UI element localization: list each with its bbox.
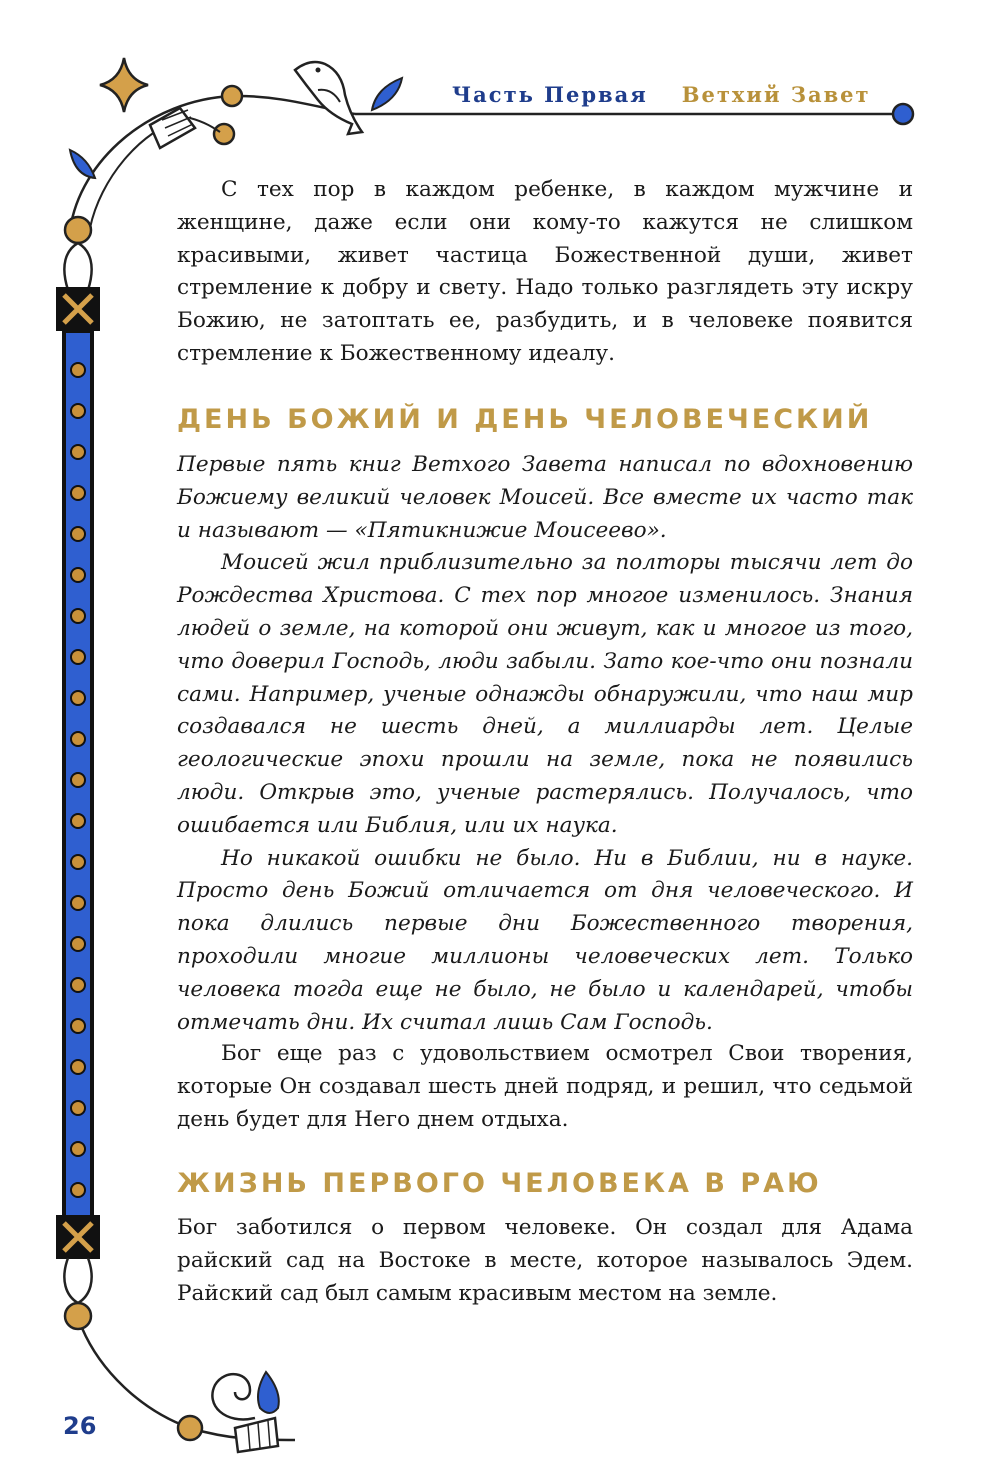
column-dot (71, 1142, 85, 1156)
section1-text (177, 449, 913, 1039)
column-dot (71, 445, 85, 459)
section1-closing-text (177, 1038, 913, 1136)
column-dot (71, 527, 85, 541)
column-dot (71, 773, 85, 787)
header-rule-end-dot (893, 104, 913, 124)
comb-motif (150, 108, 195, 148)
section2-text (177, 1212, 913, 1310)
section-heading-life-in-paradise: ЖИЗНЬ ПЕРВОГО ЧЕЛОВЕКА В РАЮ (177, 1168, 822, 1199)
column-dot (71, 363, 85, 377)
column-dot (71, 1019, 85, 1033)
column-dot (71, 814, 85, 828)
column-dot (71, 896, 85, 910)
column-dot (71, 937, 85, 951)
star-icon (100, 58, 148, 112)
section1-paragraph: Моисей жил приблизительно за полторы тысячи лет до Рождества Христова. С тех пор многое изменилось. Знания людей о земле, на которой они живут, как и многое из того, что доверил Господь, люди забыли. Зато кое-что они познали сами. Например, ученые однажды обнаружили, что наш мир создавался не шесть дней, а миллиарды лет. Целые геологические эпохи прошли на земле, пока не появились люди. Открыв это, ученые растерялись. Получалось, что ошибается или Библия, или их наука. (177, 550, 913, 838)
drop-icon (258, 1372, 279, 1413)
section1-paragraph: Но никакой ошибки не было. Ни в Библии, ни в науке. Просто день Божий отличается от дня человеческого. И пока длились первые дни Божественного творения, проходили многие миллионы человеческих лет. Только человека тогда еще не было, не было и календарей, чтобы отмечать дни. Их считал лишь Сам Господь. (177, 845, 913, 1035)
swirl-ornament (212, 1374, 255, 1419)
column-dot (71, 568, 85, 582)
column-dot (71, 691, 85, 705)
vine-stem (190, 118, 220, 132)
intro-text (177, 174, 913, 371)
running-head (452, 82, 871, 107)
column-dot (71, 1101, 85, 1115)
running-head-part: Часть Первая (452, 82, 648, 107)
vine-berry (178, 1416, 202, 1440)
column-dot (71, 978, 85, 992)
column-dot (71, 732, 85, 746)
page-number: 26 (63, 1412, 97, 1440)
vine-berry (222, 86, 242, 106)
leaf-icon (70, 150, 95, 178)
section2-paragraph: Бог заботился о первом человеке. Он создал для Адама райский сад на Востоке в месте, которое называлось Эдем. Райский сад был самым красивым местом на земле. (177, 1215, 913, 1306)
comb-motif (235, 1418, 278, 1452)
section-heading-day-of-god: ДЕНЬ БОЖИЙ И ДЕНЬ ЧЕЛОВЕЧЕСКИЙ (177, 404, 873, 435)
column-dot (71, 609, 85, 623)
column-dots (71, 363, 85, 1197)
column-dot (71, 650, 85, 664)
vine-berry (65, 217, 91, 243)
column-dot (71, 855, 85, 869)
column-dot (71, 404, 85, 418)
running-head-testament: Ветхий Завет (681, 82, 871, 107)
column-dot (71, 1183, 85, 1197)
loop-ornament (64, 1258, 91, 1303)
column-dot (71, 1060, 85, 1074)
column-dot (71, 486, 85, 500)
loop-ornament (64, 243, 91, 290)
bird-icon (295, 62, 362, 134)
section1-paragraph: Первые пять книг Ветхого Завета написал по вдохновению Божиему великий человек Моисей. Все вместе их часто так и называют — «Пятикнижие Моисеево». (177, 452, 913, 543)
intro-paragraph: С тех пор в каждом ребенке, в каждом мужчине и женщине, даже если они кому-то кажутся не слишком красивыми, живет частица Божественной души, живет стремление к добру и свету. Надо только разглядеть эту искру Божию, не затоптать ее, разбудить, и в человеке появится стремление к Божественному идеалу. (177, 177, 913, 366)
leaf-icon (372, 78, 402, 110)
vine-berry (65, 1303, 91, 1329)
vine-berry (214, 124, 234, 144)
section1-closing-paragraph: Бог еще раз с удовольствием осмотрел Свои творения, которые Он создавал шесть дней подряд, и решил, что седьмой день будет для Него днем отдыха. (177, 1041, 913, 1132)
